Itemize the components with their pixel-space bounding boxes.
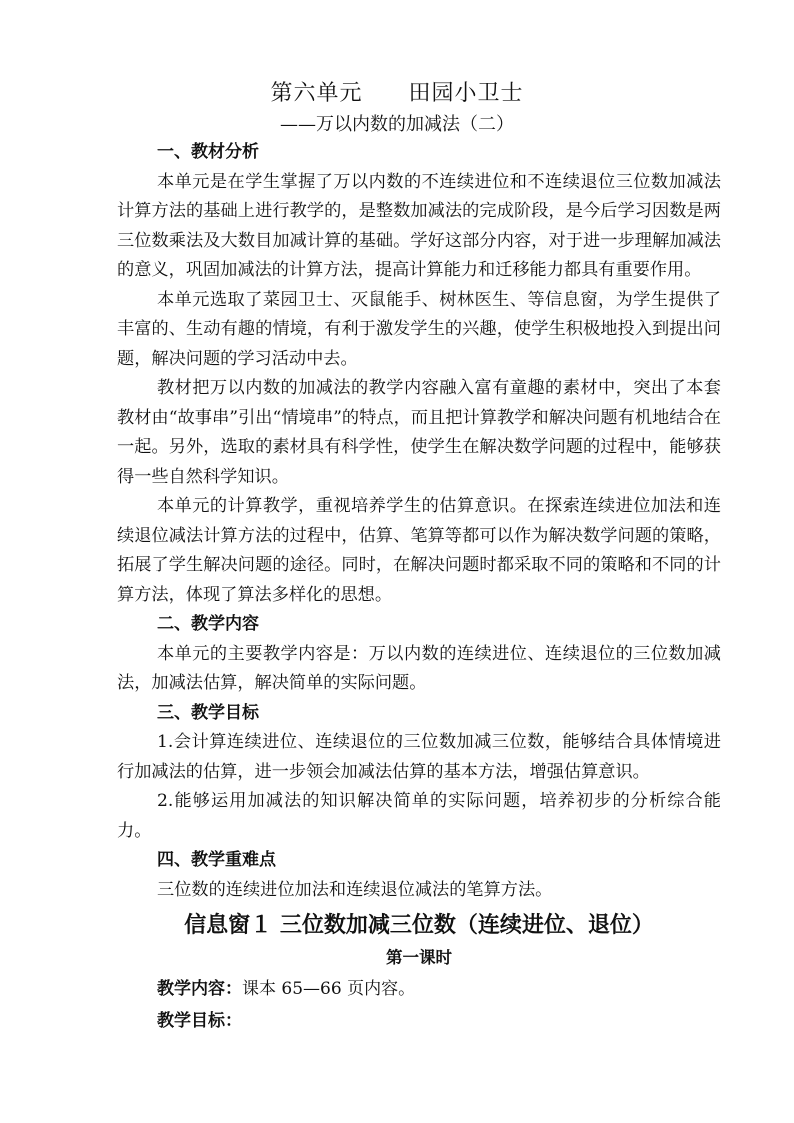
lesson-period: 第一课时 [386, 948, 452, 967]
unit-name: 田园小卫士 [408, 81, 524, 106]
unit-number: 第六单元 [270, 81, 363, 106]
section-heading-goals: 三、教学目标 [157, 702, 259, 723]
section-heading-key-points: 四、教学重难点 [157, 850, 276, 870]
lesson-content-value: 课本 65—66 页内容。 [242, 979, 416, 999]
paragraph: 1.会计算连续进位、连续退位的三位数加减三位数，能够结合具体情境进行加减法的估算，进一步领会加减法估算的基本方法，增强估算意识。 [117, 732, 721, 782]
paragraph: 教材把万以内数的加减法的教学内容融入富有童趣的素材中，突出了本套教材由“故事串”引出“情境串”的特点，而且把计算教学和解决问题有机地结合在一起。另外，选取的素材具有科学性，使学生在解决数学问题的过程中，能够获得一些自然科学知识。 [117, 378, 721, 487]
section-heading-analysis: 一、教材分析 [157, 142, 259, 162]
section-heading-content: 二、教学内容 [157, 614, 259, 634]
paragraph: 本单元选取了菜园卫士、灭鼠能手、树林医生、等信息窗，为学生提供了丰富的、生动有趣的情境，有利于激发学生的兴趣，使学生积极地投入到提出问题，解决问题的学习活动中去。 [117, 289, 721, 369]
lesson-content-line [117, 973, 721, 1005]
paragraph: 三位数的连续进位加法和连续退位减法的笔算方法。 [157, 879, 553, 900]
paragraph: 本单元的计算教学，重视培养学生的估算意识。在探索连续进位加法和连续退位减法计算方法的过程中，估算、笔算等都可以作为解决数学问题的策略，拓展了学生解决问题的途径。同时，在解决问题时都采取不同的策略和不同的计算方法，体现了算法多样化的思想。 [117, 496, 721, 605]
unit-title [0, 76, 794, 107]
paragraph: 本单元的主要教学内容是：万以内数的连续进位、连续退位的三位数加减法，加减法估算，解决简单的实际问题。 [117, 643, 721, 693]
lesson-title: 信息窗１ 三位数加减三位数（连续进位、退位） [184, 912, 654, 938]
paragraph: 本单元是在学生掌握了万以内数的不连续进位和不连续退位三位数加减法计算方法的基础上进行教学的，是整数加减法的完成阶段，是今后学习因数是两三位数乘法及大数目加减计算的基础。学好这部分内容，对于进一步理解加减法的意义，巩固加减法的计算方法，提高计算能力和迁移能力都具有重要作用。 [117, 171, 721, 280]
lesson-goal-line [117, 1005, 721, 1037]
paragraph: 2.能够运用加减法的知识解决简单的实际问题，培养初步的分析综合能力。 [117, 791, 721, 841]
lesson-content-label: 教学内容： [157, 979, 242, 999]
lesson-goal-label: 教学目标： [157, 1011, 242, 1031]
unit-subtitle: ——万以内数的加减法（二） [280, 114, 514, 135]
document-body [117, 138, 721, 1037]
